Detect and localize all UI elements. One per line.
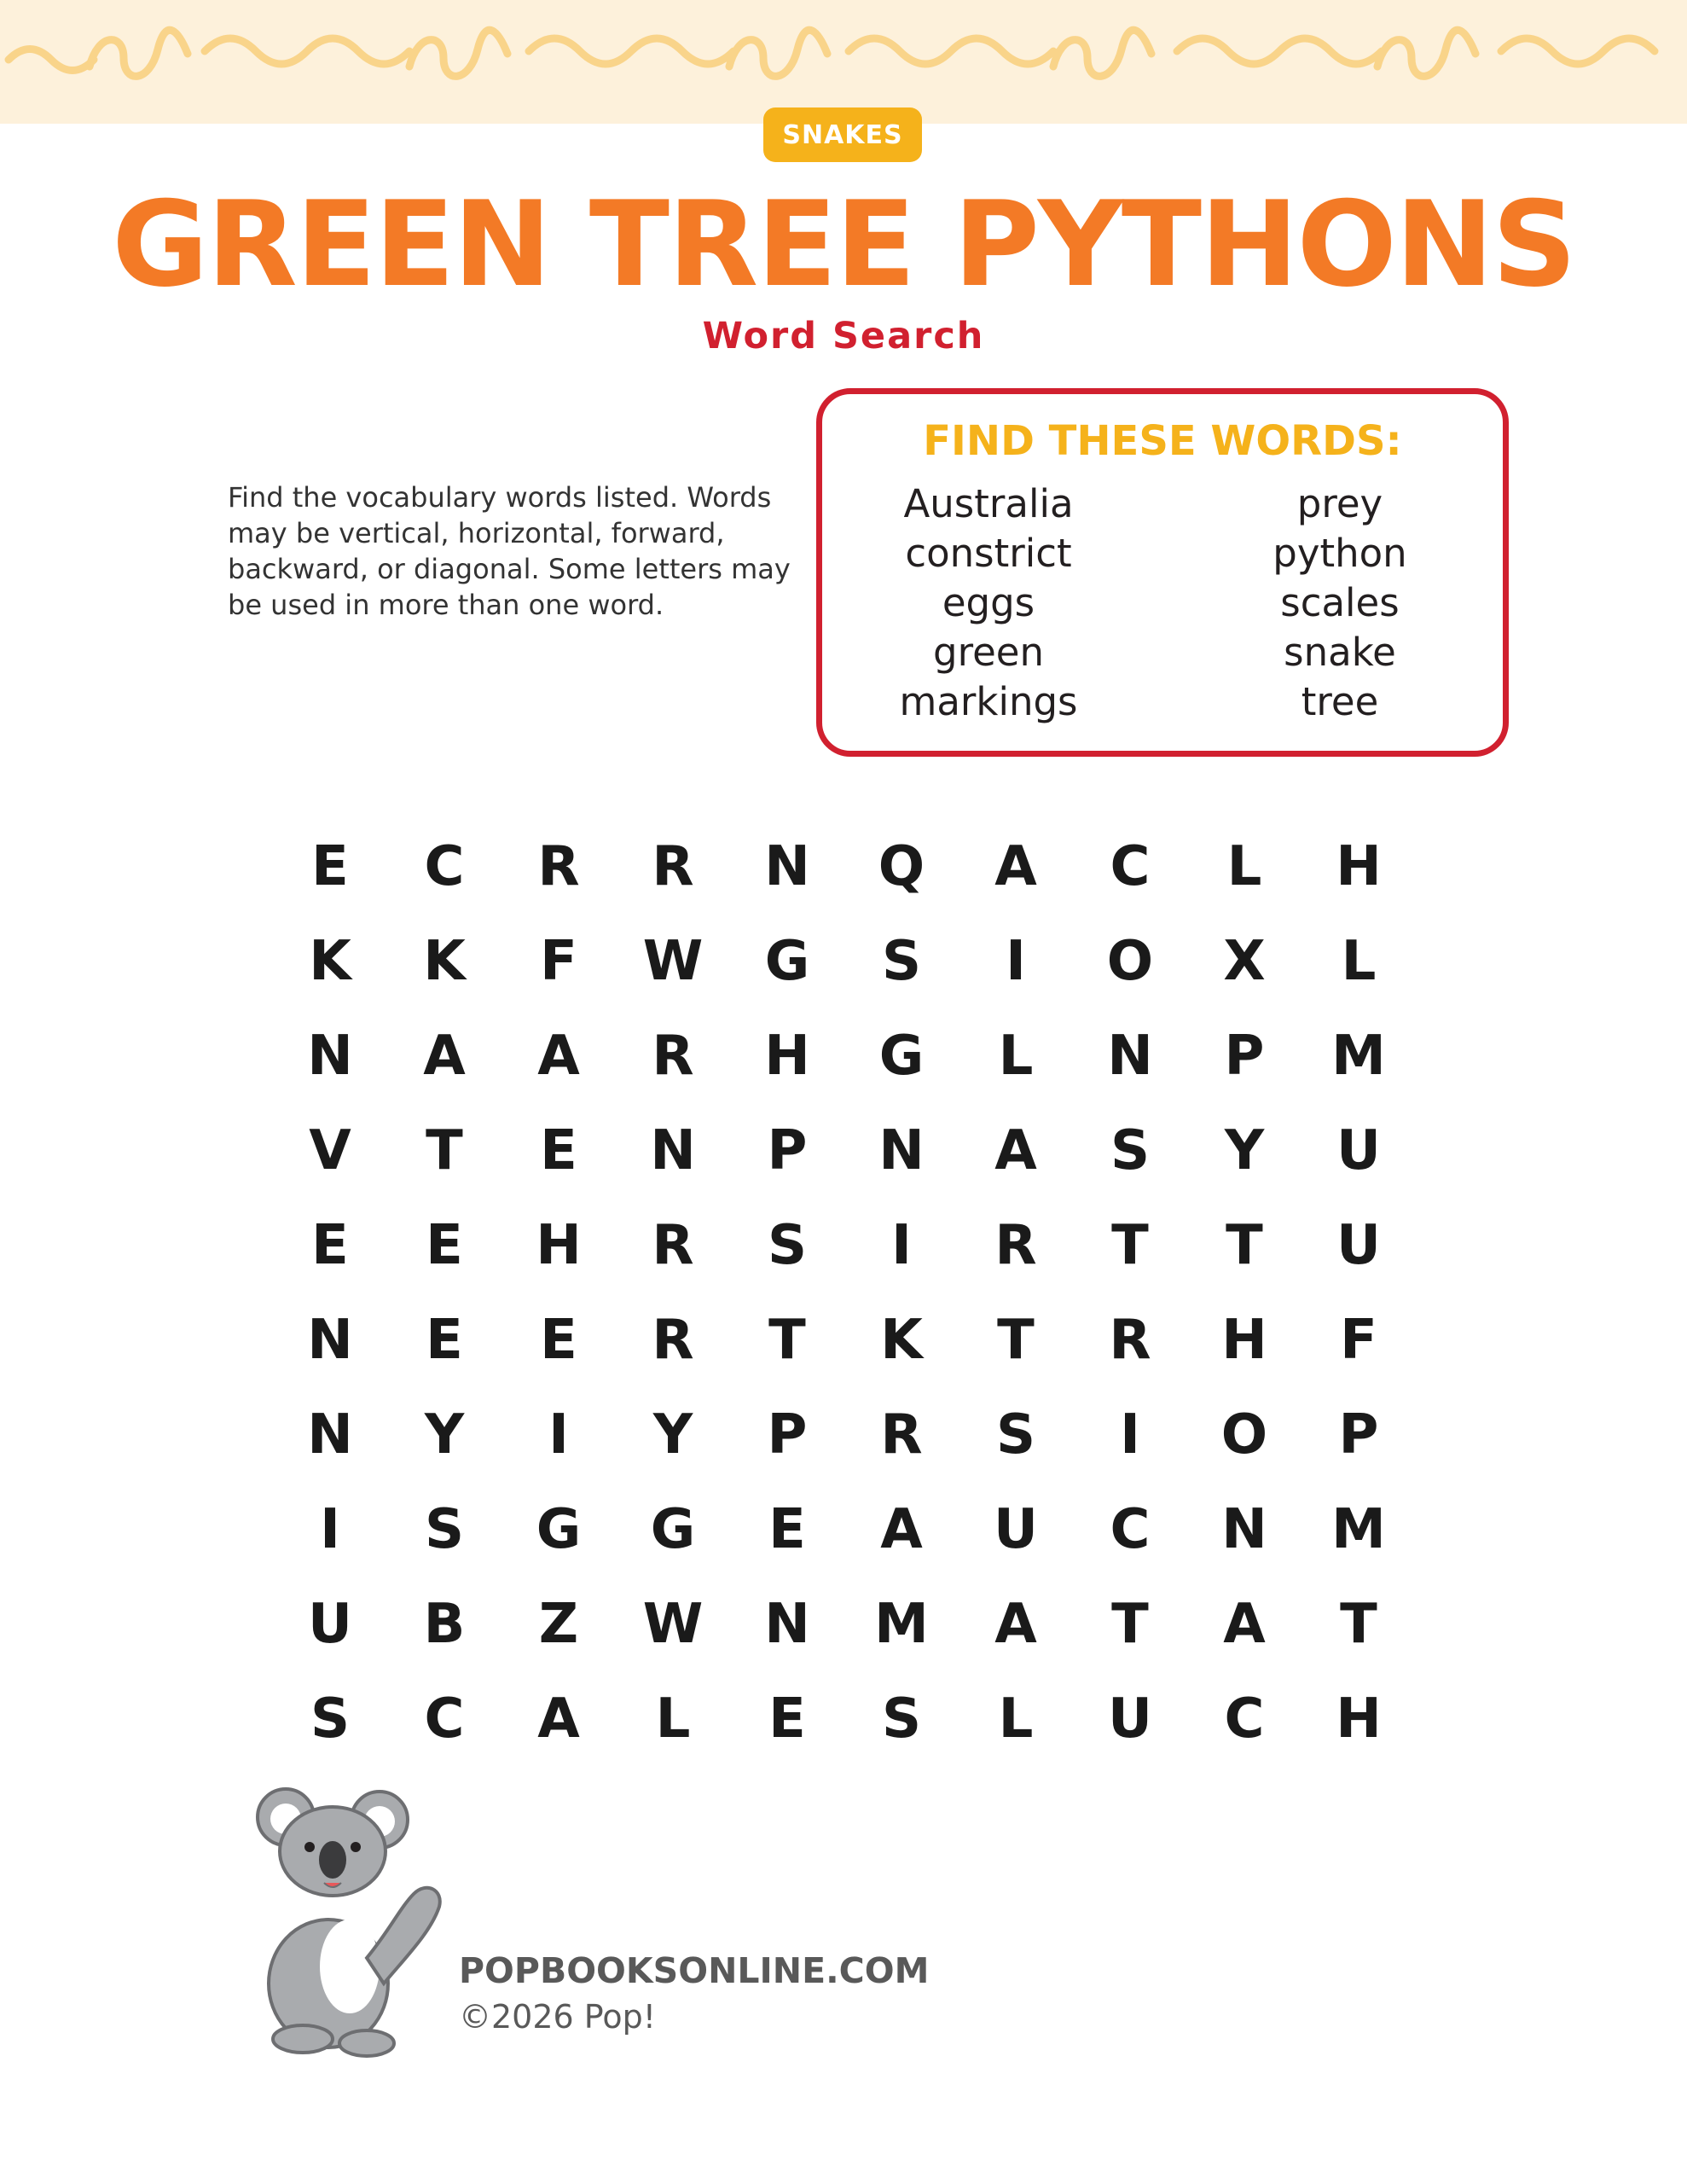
site-url: POPBOOKSONLINE.COM (459, 1950, 930, 1991)
grid-letter: M (1331, 1024, 1386, 1088)
grid-letter: T (1226, 1213, 1263, 1277)
grid-letter: Q (878, 834, 925, 898)
copyright: ©2026 Pop! (459, 1998, 656, 2036)
grid-letter: G (878, 1024, 925, 1088)
grid-letter: G (536, 1497, 582, 1561)
grid-letter: O (1106, 929, 1154, 993)
grid-letter: A (880, 1497, 923, 1561)
grid-letter: T (1340, 1592, 1377, 1656)
grid-letter: R (652, 1308, 694, 1372)
grid-letter: T (768, 1308, 806, 1372)
grid-letter: K (423, 929, 466, 993)
word-item: tree (1301, 679, 1379, 724)
grid-letter: A (537, 1687, 580, 1751)
grid-letter: C (424, 1687, 465, 1751)
word-item: Australia (903, 481, 1074, 526)
word-item: scales (1280, 580, 1400, 625)
grid-letter: T (426, 1118, 463, 1182)
grid-letter: A (423, 1024, 466, 1088)
grid-letter: G (650, 1497, 696, 1561)
grid-letter: Y (1224, 1118, 1265, 1182)
grid-letter: G (764, 929, 810, 993)
grid-letter: R (652, 834, 694, 898)
word-item: constrict (905, 531, 1072, 576)
grid-letter: H (764, 1024, 810, 1088)
grid-letter: S (767, 1213, 808, 1277)
grid-letter: R (537, 834, 580, 898)
grid-letter: F (1340, 1308, 1377, 1372)
grid-letter: C (1110, 834, 1151, 898)
grid-letter: R (880, 1403, 923, 1467)
category-badge: SNAKES (763, 107, 922, 162)
grid-letter: H (1336, 1687, 1382, 1751)
grid-letter: T (1111, 1592, 1149, 1656)
grid-letter: N (307, 1024, 353, 1088)
grid-letter: N (307, 1403, 353, 1467)
word-search-grid (273, 819, 1416, 1766)
koala-icon (239, 1787, 469, 2060)
grid-letter: S (995, 1403, 1036, 1467)
grid-letter: P (1224, 1024, 1265, 1088)
grid-letter: C (1224, 1687, 1265, 1751)
grid-letter: V (309, 1118, 351, 1182)
squiggle-pattern-icon (0, 0, 1687, 124)
grid-letter: T (1111, 1213, 1149, 1277)
page-subtitle: Word Search (702, 315, 985, 357)
grid-letter: P (1338, 1403, 1379, 1467)
grid-letter: N (764, 834, 810, 898)
grid-letter: I (320, 1497, 340, 1561)
grid-letter: K (309, 929, 351, 993)
word-item: markings (899, 679, 1078, 724)
grid-letter: Z (538, 1592, 579, 1656)
grid-letter: L (998, 1024, 1034, 1088)
word-list-right (1174, 479, 1506, 727)
grid-letter: E (768, 1687, 806, 1751)
grid-letter: P (767, 1118, 808, 1182)
grid-letter: L (655, 1687, 691, 1751)
grid-letter: N (307, 1308, 353, 1372)
grid-letter: N (878, 1118, 925, 1182)
word-item: snake (1284, 630, 1396, 675)
grid-letter: S (424, 1497, 465, 1561)
grid-letter: E (768, 1497, 806, 1561)
grid-letter: R (1109, 1308, 1151, 1372)
grid-letter: L (1341, 929, 1377, 993)
grid-letter: W (642, 929, 704, 993)
word-list-left (822, 479, 1155, 727)
grid-letter: U (994, 1497, 1038, 1561)
grid-letter: M (1331, 1497, 1386, 1561)
word-item: eggs (942, 580, 1035, 625)
grid-letter: A (994, 834, 1037, 898)
grid-letter: X (1223, 929, 1266, 993)
word-item: green (933, 630, 1044, 675)
grid-letter: C (1110, 1497, 1151, 1561)
grid-letter: Y (424, 1403, 465, 1467)
grid-letter: S (881, 1687, 922, 1751)
grid-letter: O (1220, 1403, 1268, 1467)
grid-letter: R (652, 1213, 694, 1277)
grid-letter: Y (652, 1403, 693, 1467)
word-list-box (816, 388, 1509, 757)
grid-letter: H (1221, 1308, 1267, 1372)
grid-letter: N (650, 1118, 696, 1182)
grid-letter: P (767, 1403, 808, 1467)
page-title: GREEN TREE PYTHONS (112, 176, 1575, 313)
grid-letter: N (1107, 1024, 1153, 1088)
grid-letter: F (540, 929, 577, 993)
grid-letter: R (994, 1213, 1037, 1277)
grid-letter: E (311, 1213, 349, 1277)
grid-letter: A (994, 1118, 1037, 1182)
word-item: python (1272, 531, 1407, 576)
grid-letter: S (310, 1687, 351, 1751)
grid-letter: N (764, 1592, 810, 1656)
grid-letter: C (424, 834, 465, 898)
grid-letter: B (423, 1592, 466, 1656)
word-list-title: FIND THESE WORDS: (923, 417, 1402, 465)
grid-letter: E (426, 1308, 463, 1372)
grid-letter: U (1336, 1213, 1381, 1277)
grid-letter: H (536, 1213, 582, 1277)
grid-letter: E (426, 1213, 463, 1277)
grid-letter: K (880, 1308, 923, 1372)
grid-letter: L (998, 1687, 1034, 1751)
grid-letter: H (1336, 834, 1382, 898)
grid-letter: I (891, 1213, 912, 1277)
grid-letter: A (537, 1024, 580, 1088)
grid-letter: I (1006, 929, 1026, 993)
grid-letter: L (1226, 834, 1262, 898)
grid-letter: E (311, 834, 349, 898)
instructions-text: Find the vocabulary words listed. Words may be vertical, horizontal, forward, backward, or diagonal. Some letters may be used in more than one word. (228, 481, 791, 621)
grid-letter: N (1221, 1497, 1267, 1561)
grid-letter: I (548, 1403, 569, 1467)
word-item: prey (1296, 481, 1383, 526)
grid-letter: U (308, 1592, 352, 1656)
grid-letter: T (997, 1308, 1035, 1372)
grid-letter: S (881, 929, 922, 993)
grid-letter: E (540, 1118, 577, 1182)
grid-letter: A (994, 1592, 1037, 1656)
decorative-header-band (0, 0, 1687, 124)
grid-letter: W (642, 1592, 704, 1656)
grid-letter: U (1336, 1118, 1381, 1182)
grid-letter: M (874, 1592, 929, 1656)
grid-letter: U (1108, 1687, 1152, 1751)
grid-letter: R (652, 1024, 694, 1088)
grid-letter: I (1120, 1403, 1140, 1467)
grid-letter: A (1223, 1592, 1266, 1656)
grid-letter: S (1110, 1118, 1151, 1182)
grid-letter: E (540, 1308, 577, 1372)
